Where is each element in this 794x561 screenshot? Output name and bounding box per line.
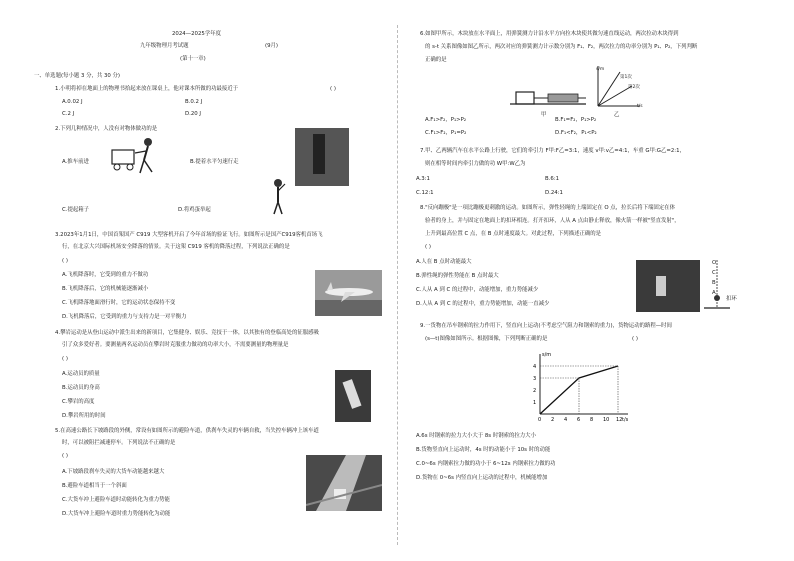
exam-month: (9月): [265, 43, 279, 49]
q7-line-2: 则在相等时间内牵引力做的功 W甲:W乙为: [425, 161, 526, 167]
bungee-point-o: O: [712, 260, 717, 266]
q9-line-1: 9.一货物在吊车钢索的拉力作用下，竖直向上运动(不考虑空气阻力和钢索的重力)，货物运动的路程—时间: [420, 323, 672, 329]
q4-line-1: 4.攀岩运动是从登山运动中派生出来的新项目，它集健身、娱乐、竞技于一体，以其独有的登临高处的征服感吸: [55, 330, 319, 336]
q7-option-d: D.24:1: [545, 190, 563, 196]
q7-line-1: 7.甲、乙两辆汽车在水平公路上行驶，它们的牵引力 F甲:F乙=3:1，速度 v甲:v乙=4:1，车重 G甲:G乙=2:1，: [420, 148, 685, 154]
q2-option-b: B.提着水平匀速行走: [190, 159, 239, 165]
x-tick-label: 0: [538, 417, 542, 423]
q3-option-c: C.飞机降落地面滑行时，它的运动状态保持不变: [62, 300, 176, 306]
y-axis-label: s/m: [542, 352, 552, 358]
q1-option-a: A.0.02 J: [62, 99, 83, 105]
school-year: 2024—2025学年度: [172, 31, 222, 37]
q9-line-2: (s—t)图像如图所示。根据图像，下列判断正确的是: [425, 336, 548, 342]
q7-option-c: C.12:1: [416, 190, 434, 196]
q5-paren: ( ): [62, 453, 68, 459]
q3-line-1: 3.2023年1月1日，中国首架国产 C919 大型客机开启了今年首场的验证飞行。如图所示是国产C919客机首场飞: [55, 232, 323, 238]
y-tick-label: 3: [533, 376, 537, 382]
q9-option-a: A.6s 时钢索的拉力大小大于 8s 时钢索的拉力大小: [416, 433, 536, 439]
block-spring-figure: [510, 80, 586, 110]
buckle-label: 扣环: [726, 296, 737, 302]
q6-line-3: 正确的是: [425, 57, 447, 63]
q4-option-d: D.攀岩所用的时间: [62, 413, 106, 419]
q5-option-a: A.下坡路段刹车失灵的大货车动能越来越大: [62, 469, 165, 475]
q8-line-3: 上升到最高位置 C 点，在 B 点时速度最大。对此过程，下列描述正确的是: [425, 231, 602, 237]
q3-option-b: B.飞机降落后，它的机械能逐渐减小: [62, 286, 149, 292]
q6-option-b: B.F₁=F₂，P₁>P₂: [555, 117, 597, 123]
q9-st-chart: [528, 348, 628, 428]
q7-option-a: A.3:1: [416, 176, 430, 182]
runaway-truck-ramp-photo: [306, 455, 382, 511]
x-tick-label: 6: [577, 417, 581, 423]
bungee-diagram: [702, 258, 732, 314]
x-axis-label: t/s: [622, 417, 628, 423]
x-tick-label: 8: [590, 417, 594, 423]
q6-graph-y-label: s/m: [596, 67, 605, 72]
q5-line-2: 时，可以被阻拦减速停车。下列说法不正确的是: [62, 440, 176, 446]
q8-line-2: 验者的身上，并与固定在地面上的扣环相连。打开扣环，人从 A 点由静止释放，像火箭一样被"竖直发射"，: [425, 218, 680, 224]
q1-option-d: D.20 J: [185, 111, 202, 117]
q2-option-d: D.将鸡蛋举起: [178, 207, 211, 213]
q4-line-2: 引了众多爱好者。要测量两名运动员在攀岩时克服重力做功的功率大小，不需要测量的物理量是: [62, 342, 289, 348]
q3-option-a: A.飞机降落时，它受到的重力不做功: [62, 272, 149, 278]
q6-label-right: 乙: [614, 112, 620, 118]
q5-option-c: C.大货车冲上避险车道时动能转化为重力势能: [62, 497, 170, 503]
y-tick-label: 1: [533, 400, 537, 406]
q3-paren: ( ): [62, 258, 68, 264]
q8-option-b: B.弹性绳的弹性势能在 B 点时最大: [416, 273, 499, 279]
rock-climbing-photo: [335, 370, 371, 422]
q2-option-c: C.提起箱子: [62, 207, 90, 213]
airplane-landing-photo: [315, 270, 382, 316]
q1-option-c: C.2 J: [62, 111, 75, 117]
x-tick-label: 10: [603, 417, 610, 423]
q3-line-2: 行，在北京大兴国际机场安全降落的情景。关于这架 C919 客机的降落过程，下列说法正确的是: [62, 244, 290, 250]
q1-option-b: B.0.2 J: [185, 99, 203, 105]
q6-line-2: 的 s-t 关系图像如图乙所示，两次对应的弹簧测力计示数分别为 F₁、F₂，两次拉力的功率分别为 P₁、P₂，下列判断: [425, 44, 698, 50]
q5-option-b: B.避险车道相当于一个斜面: [62, 483, 127, 489]
q9-option-c: C.0~6s 内钢索拉力做的功小于 6~12s 内钢索拉力做的功: [416, 461, 556, 467]
q8-paren: ( ): [425, 244, 431, 250]
lifting-box-figure: [268, 178, 288, 216]
q6-graph-x-label: t/s: [637, 104, 643, 109]
q2-stem: 2.下列几种情况中，人没有对物体做功的是: [55, 126, 158, 132]
q9-option-b: B.货物竖直向上运动时，4s 时的动能小于 10s 时的动能: [416, 447, 551, 453]
bungee-point-a: A: [712, 290, 716, 296]
q9-paren: ( ): [632, 336, 638, 342]
q5-line-1: 5.在高速公路长下坡路段的外侧，常设有如图所示的避险车道，供刹车失灵的车辆自救，当失控车辆冲上该车道: [55, 428, 319, 434]
q8-option-a: A.人在 B 点时动能最大: [416, 259, 472, 265]
q1-paren: ( ): [330, 86, 336, 92]
q6-option-c: C.F₁>F₂，P₁=P₂: [425, 130, 467, 136]
y-tick-label: 4: [533, 364, 537, 370]
reverse-bungee-photo: [636, 260, 700, 312]
q6-label-left: 甲: [541, 112, 547, 118]
q8-option-d: D.人从 A 到 C 的过程中，重力势能增加，动能一直减少: [416, 301, 550, 307]
q6-line2-label: 第2次: [628, 85, 640, 90]
bungee-point-c: C: [712, 270, 716, 276]
q2-option-a: A.推车前进: [62, 159, 89, 165]
q4-option-a: A.运动员的质量: [62, 371, 100, 377]
bungee-point-b: B: [712, 280, 716, 286]
q3-option-d: D.飞机降落后，它受到的重力与支持力是一对平衡力: [62, 314, 187, 320]
q8-option-c: C.人从 A 到 C 的过程中，动能增加，重力势能减少: [416, 287, 539, 293]
y-tick-label: 2: [533, 388, 537, 394]
q6-line-1: 6.如图甲所示，木块放在水平面上，用弹簧测力计沿水平方向拉木块使其做匀速直线运动，两次拉动木块得到: [420, 31, 679, 37]
column-divider: [397, 25, 398, 545]
q8-line-1: 8."反向蹦极"是一项比蹦极更刺激的运动。如图所示，弹性轻绳的上端固定在 O 点，拉长后将下端固定在体: [420, 205, 675, 211]
q4-option-c: C.攀岩的高度: [62, 399, 95, 405]
q4-paren: ( ): [62, 356, 68, 362]
exam-title: 九年级物理月考试题: [140, 43, 189, 49]
q1-stem: 1.小明将掉在地面上的物理书拾起来放在课桌上，他对课本所做的功最接近于: [55, 86, 239, 92]
q6-option-d: D.F₁<F₂，P₁<P₂: [555, 130, 597, 136]
q6-line1-label: 第1次: [620, 75, 632, 80]
x-tick-label: 2: [551, 417, 555, 423]
q7-option-b: B.6:1: [545, 176, 560, 182]
x-tick-label: 12: [616, 417, 623, 423]
exam-chapter: (第十一章): [180, 56, 206, 62]
push-cart-figure: [108, 136, 166, 178]
x-tick-label: 4: [564, 417, 568, 423]
q6-option-a: A.F₁>F₂，P₁>P₂: [425, 117, 467, 123]
q4-option-b: B.运动员的身高: [62, 385, 100, 391]
walking-with-bucket-photo: [295, 128, 349, 186]
section-title: 一、单选题(每小题 3 分，共 30 分): [34, 73, 121, 79]
q9-option-d: D.货物在 0~6s 内竖直向上运动的过程中，机械能增加: [416, 475, 548, 481]
q5-option-d: D.大货车冲上避险车道时重力势能转化为动能: [62, 511, 171, 517]
